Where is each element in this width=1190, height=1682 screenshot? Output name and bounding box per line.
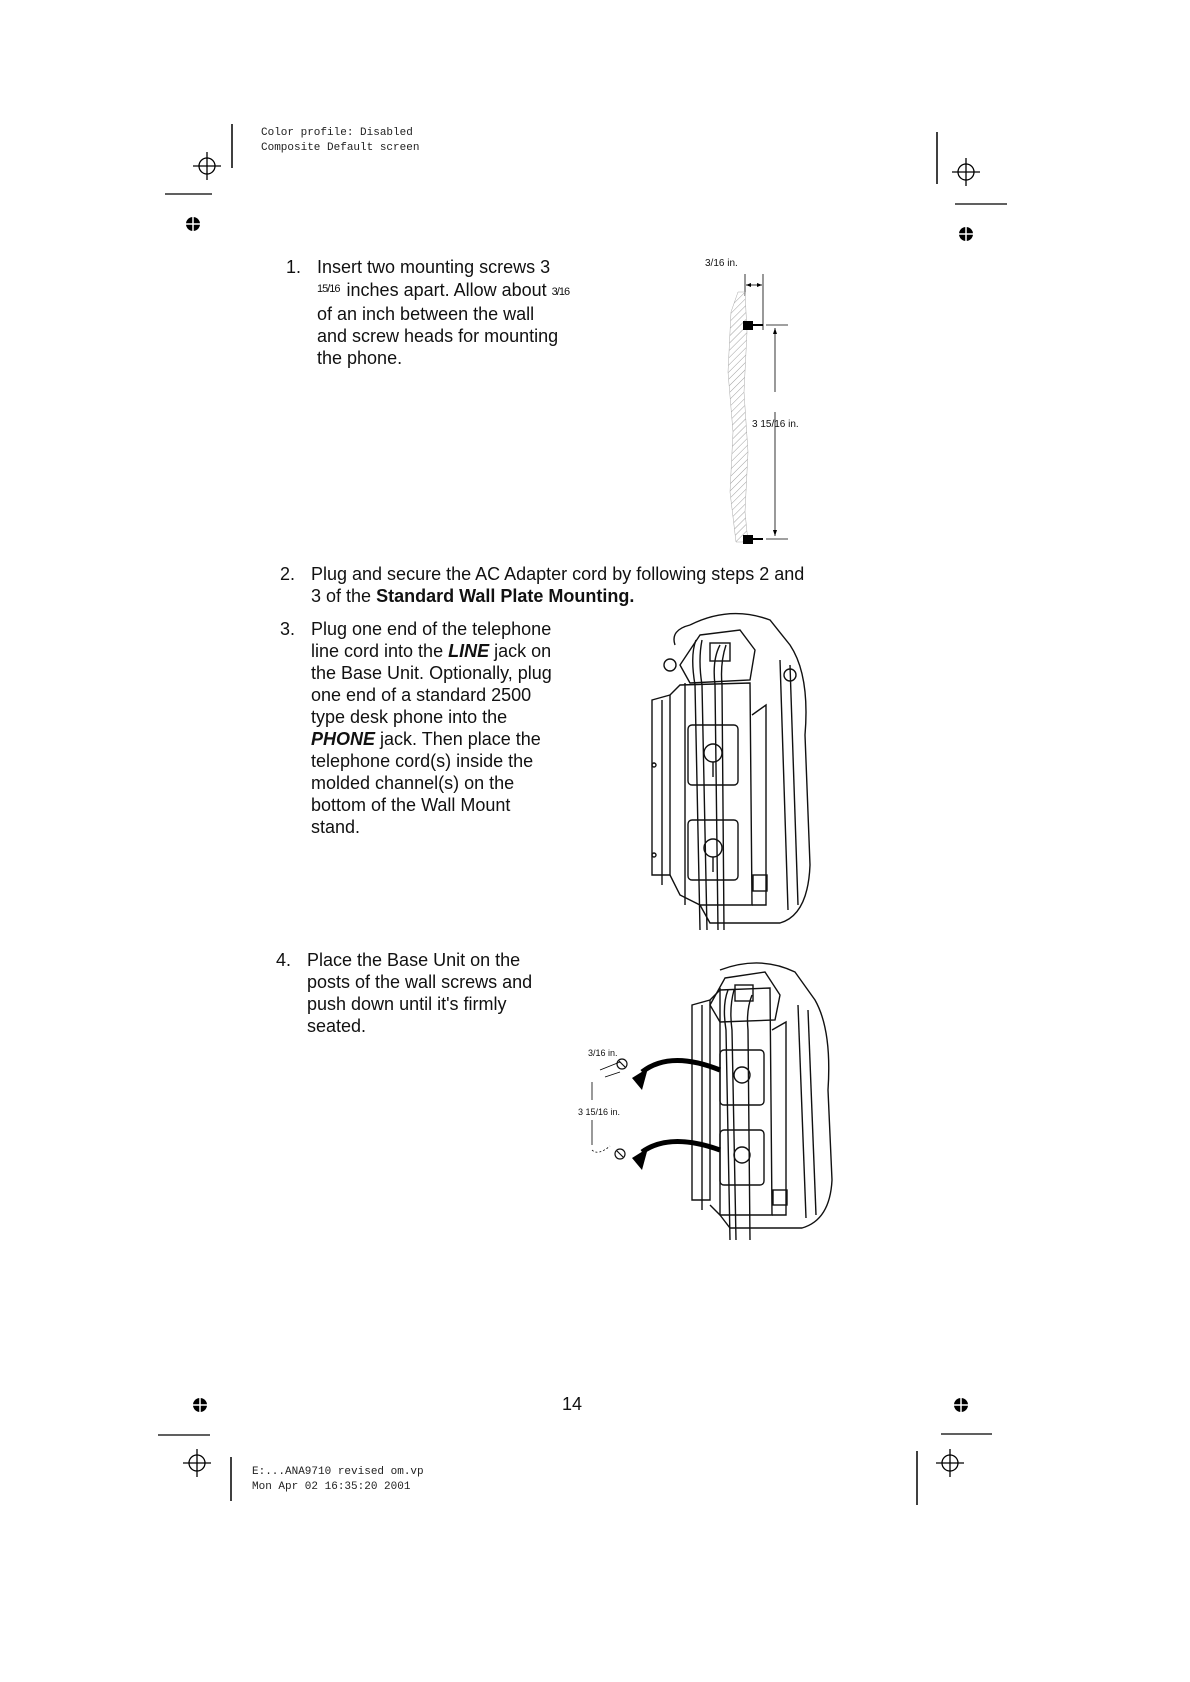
registration-mark-bottom-right	[912, 1385, 1002, 1515]
figure1-side-label: 3 15/16 in.	[752, 419, 799, 430]
step-2-number: 2.	[280, 564, 296, 584]
figure-wall-mount-cords	[640, 605, 820, 930]
figure3-top-label: 3/16 in.	[588, 1048, 618, 1058]
registration-mark-bottom-left	[155, 1385, 245, 1505]
step-2	[280, 563, 900, 609]
arrow-icon	[632, 1068, 648, 1090]
print-footer-line2: Mon Apr 02 16:35:20 2001	[252, 1481, 411, 1493]
step-1-number: 1.	[286, 257, 302, 277]
page-number: 14	[562, 1394, 583, 1414]
figure3-side-label: 3 15/16 in.	[578, 1107, 621, 1117]
screw-icon	[743, 535, 753, 544]
registration-mark-top-left	[160, 120, 240, 240]
print-footer	[252, 1465, 424, 1495]
step-1	[286, 256, 626, 376]
arrow-icon	[632, 1148, 648, 1170]
print-header	[261, 126, 419, 156]
screw-icon	[743, 321, 753, 330]
registration-mark-top-right	[925, 128, 1015, 248]
step-3	[280, 618, 610, 842]
figure-place-base-unit	[570, 960, 870, 1240]
step-3-number: 3.	[280, 619, 296, 639]
step-2-text: Plug and secure the AC Adapter cord by following steps 2 and 3 of the Standard Wall Plate Mounting.	[311, 564, 805, 606]
print-header-line1: Color profile: Disabled	[261, 127, 413, 139]
step-3-text: Plug one end of the telephone line cord into the LINE jack on the Base Unit. Optionally, plug one end of a standard 2500 type desk phone into the PHONE jack. Then place the telephone cord(s) inside the molded channel(s) on the bottom of the Wall Mount stand.	[311, 619, 552, 837]
step-4-number: 4.	[276, 950, 292, 970]
step-1-text: Insert two mounting screws 3 15/16 inches apart. Allow about 3/16 of an inch between the wall and screw heads for mounting the phone.	[317, 257, 570, 368]
step-4-text: Place the Base Unit on the posts of the wall screws and push down until it's firmly seated.	[307, 950, 533, 1036]
print-header-line2: Composite Default screen	[261, 142, 420, 154]
print-footer-line1: E:...ANA9710 revised om.vp	[252, 1466, 424, 1478]
step-4	[276, 949, 576, 1039]
figure1-top-label: 3/16 in.	[705, 258, 738, 269]
figure-wall-screw-spacing	[700, 252, 840, 552]
